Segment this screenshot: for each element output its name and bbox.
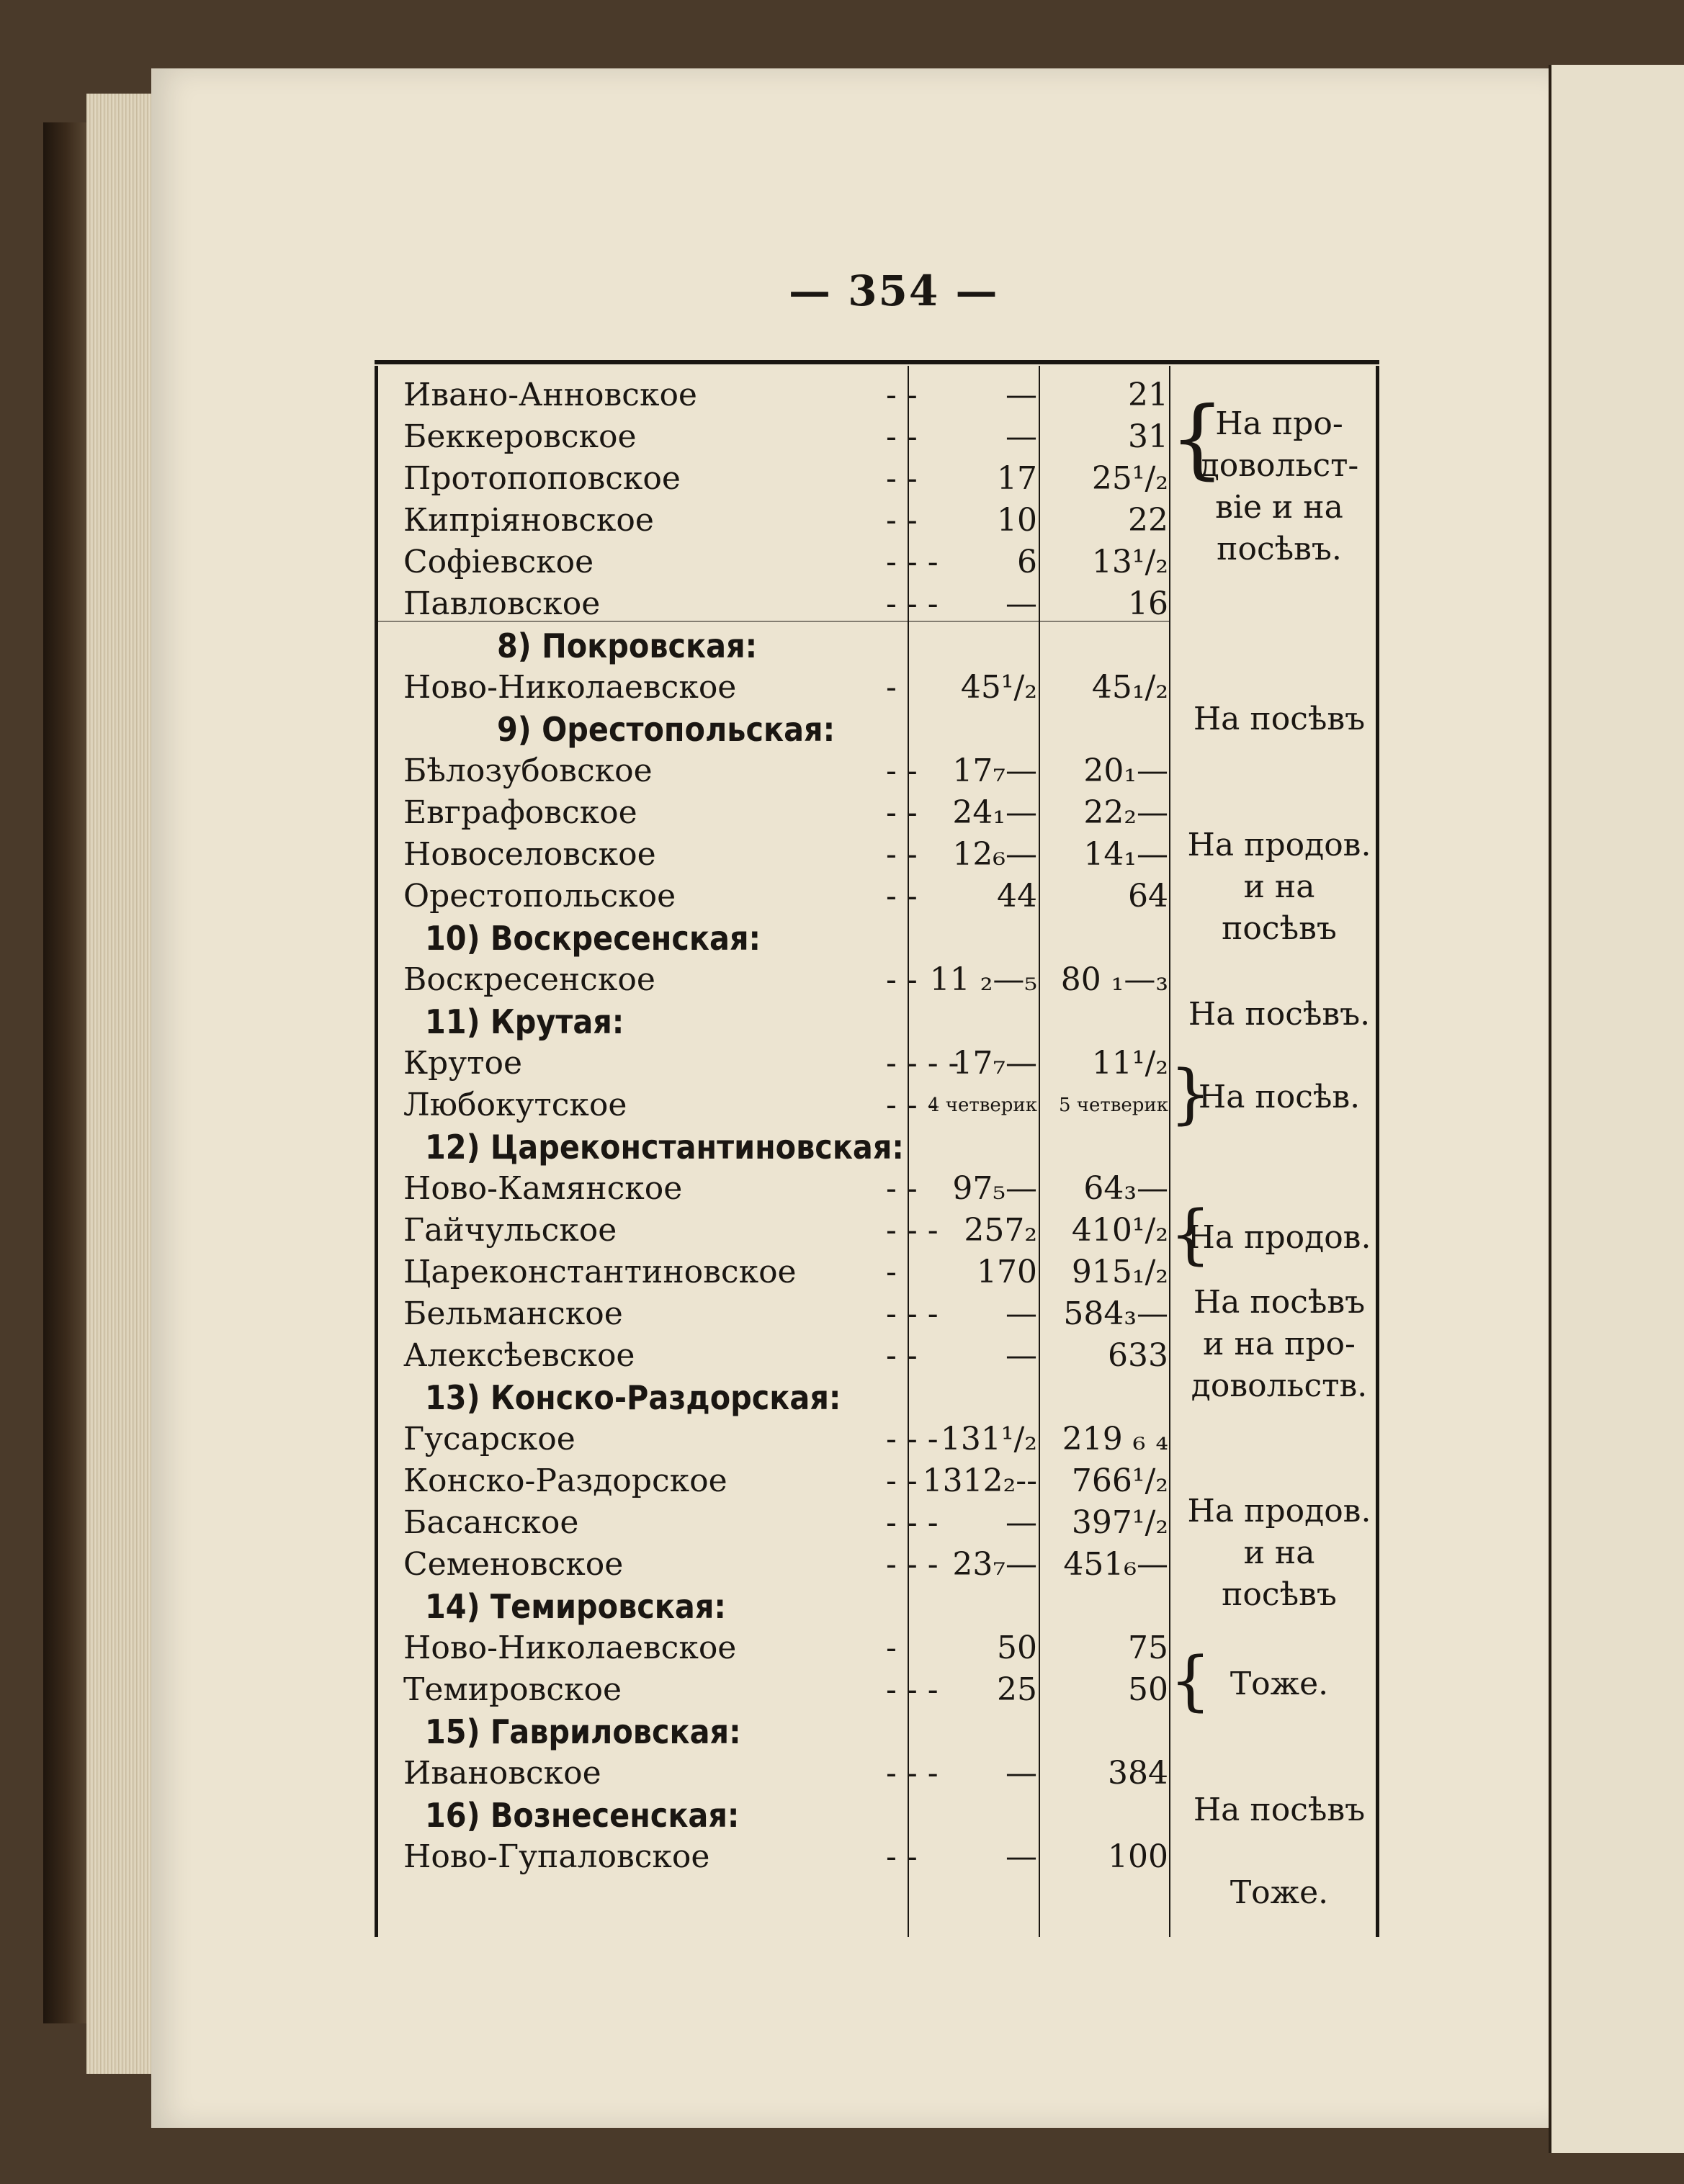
village-name: Ивано-Анновское bbox=[403, 377, 697, 413]
value-col-1: 23₇— bbox=[952, 1546, 1037, 1583]
note-8-line-2: и на посѣвъ bbox=[1222, 1534, 1337, 1613]
row-dashes: - - - bbox=[886, 1295, 939, 1332]
row-dashes: - - bbox=[886, 418, 918, 455]
note-3-line-2: и на посѣвъ bbox=[1222, 868, 1337, 947]
value-col-1: 4 четверик bbox=[927, 1095, 1037, 1116]
district-heading: 8) Покровская: bbox=[497, 626, 758, 665]
page-number: — 354 — bbox=[789, 266, 999, 315]
row-dashes: - - - bbox=[886, 585, 939, 622]
value-col-1: 11 ₂—₅ bbox=[929, 961, 1037, 998]
row-dashes: - bbox=[886, 669, 897, 706]
table-row bbox=[389, 1419, 1376, 1460]
row-dashes: - - bbox=[886, 1462, 918, 1499]
village-name: Кипріяновское bbox=[403, 502, 654, 539]
village-name: Евграфовское bbox=[403, 794, 637, 831]
village-name: Воскресенское bbox=[403, 961, 655, 998]
note-1-line-1: На про- bbox=[1215, 405, 1343, 442]
note-8-line-1: На продов. bbox=[1187, 1493, 1371, 1529]
value-col-2: 584₃— bbox=[1063, 1295, 1168, 1332]
village-name: Бѣлозубовское bbox=[403, 752, 653, 789]
ledger-table bbox=[375, 360, 1379, 1937]
value-col-2: 5 четверик bbox=[1058, 1095, 1168, 1116]
note-1-line-4: посѣвъ. bbox=[1217, 531, 1342, 567]
row-dashes: - - bbox=[886, 502, 918, 539]
district-heading: 16) Вознесенская: bbox=[425, 1796, 740, 1835]
village-name: Гайчульское bbox=[403, 1212, 617, 1249]
value-col-1: — bbox=[1006, 585, 1037, 622]
value-col-2: 21 bbox=[1128, 377, 1168, 413]
row-dashes: - - - bbox=[886, 544, 939, 580]
row-dashes: - - bbox=[886, 752, 918, 789]
row-dashes: - - bbox=[886, 1337, 918, 1374]
village-name: Софіевское bbox=[403, 544, 594, 580]
value-col-2: 75 bbox=[1128, 1630, 1168, 1666]
village-name: Конско-Раздорское bbox=[403, 1462, 727, 1499]
row-dashes: - - - - bbox=[886, 1045, 959, 1082]
village-name: Басанское bbox=[403, 1504, 579, 1541]
table-row bbox=[389, 750, 1376, 792]
note-7-line-3: довольств. bbox=[1191, 1367, 1368, 1404]
row-dashes: - - - bbox=[886, 1421, 939, 1457]
table-top-rule bbox=[375, 360, 1379, 364]
village-name: Ивановское bbox=[403, 1755, 601, 1792]
district-heading: 13) Конско-Раздорская: bbox=[425, 1378, 841, 1417]
table-right-border bbox=[1376, 366, 1379, 1937]
value-col-1: — bbox=[1006, 1504, 1037, 1541]
table-left-border bbox=[375, 366, 378, 1937]
village-name: Беккеровское bbox=[403, 418, 637, 455]
value-col-1: 17₇— bbox=[952, 1045, 1037, 1082]
village-name: Орестопольское bbox=[403, 878, 676, 915]
value-col-1: — bbox=[1006, 1755, 1037, 1792]
value-col-2: 384 bbox=[1108, 1755, 1168, 1792]
value-col-2: 45₁/₂ bbox=[1091, 669, 1168, 706]
value-col-2: 31 bbox=[1128, 418, 1168, 455]
value-col-2: 20₁— bbox=[1083, 752, 1168, 789]
village-name: Цареконстантиновское bbox=[403, 1254, 797, 1290]
village-name: Крутое bbox=[403, 1045, 522, 1082]
value-col-2: 80 ₁—₃ bbox=[1060, 961, 1168, 998]
value-col-2: 64 bbox=[1128, 878, 1168, 915]
village-name: Любокутское bbox=[403, 1087, 627, 1123]
value-col-2: 22 bbox=[1128, 502, 1168, 539]
note-1-line-3: віе и на bbox=[1215, 489, 1343, 526]
note-7-line-1: На посѣвъ bbox=[1193, 1284, 1366, 1321]
village-name: Павловское bbox=[403, 585, 601, 622]
value-col-1: 131¹/₂ bbox=[940, 1421, 1037, 1457]
row-dashes: - - bbox=[886, 460, 918, 497]
village-name: Гусарское bbox=[403, 1421, 575, 1457]
row-dashes: - - bbox=[886, 794, 918, 831]
row-dashes: - - - bbox=[886, 1755, 939, 1792]
table-row bbox=[389, 1168, 1376, 1210]
table-row bbox=[389, 583, 1376, 625]
value-col-1: 25 bbox=[997, 1671, 1037, 1708]
note-3 bbox=[1185, 824, 1374, 950]
row-dashes: - - - bbox=[886, 1212, 939, 1249]
value-col-2: 219 ₆ ₄ bbox=[1062, 1421, 1168, 1457]
value-col-2: 50 bbox=[1128, 1671, 1168, 1708]
row-dashes: - - bbox=[886, 1170, 918, 1207]
brace-6: { bbox=[1170, 1197, 1212, 1272]
value-col-1: 170 bbox=[977, 1254, 1037, 1290]
village-name: Алексѣевское bbox=[403, 1337, 635, 1374]
note-8 bbox=[1185, 1491, 1374, 1616]
village-name: Ново-Камянское bbox=[403, 1170, 683, 1207]
village-name: Темировское bbox=[403, 1671, 622, 1708]
row-dashes: - - bbox=[886, 377, 918, 413]
district-heading: 15) Гавриловская: bbox=[425, 1712, 741, 1751]
note-2: На посѣвъ bbox=[1193, 701, 1366, 737]
value-col-2: 766¹/₂ bbox=[1071, 1462, 1168, 1499]
value-col-1: 10 bbox=[997, 502, 1037, 539]
value-col-2: 25¹/₂ bbox=[1091, 460, 1168, 497]
district-heading: 10) Воскресенская: bbox=[425, 919, 761, 958]
note-10: На посѣвъ bbox=[1193, 1792, 1366, 1828]
row-dashes: - bbox=[886, 1630, 897, 1666]
value-col-2: 410¹/₂ bbox=[1071, 1212, 1168, 1249]
row-dashes: - - bbox=[886, 1838, 918, 1875]
row-dashes: - - bbox=[886, 878, 918, 915]
village-name: Семеновское bbox=[403, 1546, 624, 1583]
row-dashes: - - - bbox=[886, 1546, 939, 1583]
value-col-1: 257₂ bbox=[964, 1212, 1037, 1249]
row-dashes: - - bbox=[886, 836, 918, 873]
value-col-2: 633 bbox=[1108, 1337, 1168, 1374]
village-name: Бельманское bbox=[403, 1295, 623, 1332]
district-heading: 12) Цареконстантиновская: bbox=[425, 1128, 904, 1167]
note-11: Тоже. bbox=[1230, 1874, 1329, 1911]
value-col-2: 14₁— bbox=[1083, 836, 1168, 873]
row-dashes: - - - bbox=[886, 1504, 939, 1541]
value-col-1: — bbox=[1006, 1838, 1037, 1875]
village-name: Протопоповское bbox=[403, 460, 681, 497]
value-col-2: 22₂— bbox=[1083, 794, 1168, 831]
value-col-1: 50 bbox=[997, 1630, 1037, 1666]
value-col-2: 100 bbox=[1108, 1838, 1168, 1875]
value-col-2: 915₁/₂ bbox=[1071, 1254, 1168, 1290]
value-col-1: 97₅— bbox=[952, 1170, 1037, 1207]
village-name: Ново-Николаевское bbox=[403, 669, 737, 706]
value-col-2: 397¹/₂ bbox=[1071, 1504, 1168, 1541]
row-dashes: - bbox=[886, 1254, 897, 1290]
value-col-1: 17₇— bbox=[952, 752, 1037, 789]
note-9: Тоже. bbox=[1230, 1666, 1329, 1702]
brace-5: } bbox=[1170, 1056, 1212, 1132]
value-col-2: 451₆— bbox=[1063, 1546, 1168, 1583]
table-row bbox=[389, 1753, 1376, 1794]
value-col-1: 45¹/₂ bbox=[960, 669, 1037, 706]
value-col-1: — bbox=[1006, 1337, 1037, 1374]
brace-9: { bbox=[1170, 1643, 1212, 1719]
value-col-1: — bbox=[1006, 377, 1037, 413]
district-heading: 9) Орестопольская: bbox=[497, 710, 836, 749]
value-col-1: 6 bbox=[1017, 544, 1037, 580]
value-col-1: — bbox=[1006, 418, 1037, 455]
village-name: Ново-Николаевское bbox=[403, 1630, 737, 1666]
note-3-line-1: На продов. bbox=[1187, 827, 1371, 863]
value-col-2: 11¹/₂ bbox=[1091, 1045, 1168, 1082]
value-col-1: 17 bbox=[997, 460, 1037, 497]
note-1-line-2: довольст- bbox=[1199, 447, 1359, 484]
row-dashes: - - - bbox=[886, 1087, 939, 1123]
value-col-2: 16 bbox=[1128, 585, 1168, 622]
brace-1: { bbox=[1170, 389, 1225, 489]
value-col-1: 1312₂-- bbox=[922, 1462, 1037, 1499]
note-6: На продов. bbox=[1187, 1219, 1371, 1256]
note-1 bbox=[1185, 403, 1374, 570]
value-col-2: 13¹/₂ bbox=[1091, 544, 1168, 580]
district-heading: 11) Крутая: bbox=[425, 1002, 624, 1041]
note-4: На посѣвъ. bbox=[1188, 996, 1371, 1033]
district-heading: 14) Темировская: bbox=[425, 1587, 726, 1626]
value-col-2: 64₃— bbox=[1083, 1170, 1168, 1207]
note-7 bbox=[1185, 1282, 1374, 1407]
note-7-line-2: и на про- bbox=[1203, 1326, 1356, 1362]
value-col-1: 12₆— bbox=[952, 836, 1037, 873]
village-name: Новоселовское bbox=[403, 836, 656, 873]
value-col-1: 24₁— bbox=[952, 794, 1037, 831]
row-dashes: - - - bbox=[886, 1671, 939, 1708]
row-dashes: - - bbox=[886, 961, 918, 998]
value-col-1: — bbox=[1006, 1295, 1037, 1332]
facing-page bbox=[1549, 65, 1684, 2153]
note-5: На посѣв. bbox=[1198, 1079, 1361, 1115]
value-col-1: 44 bbox=[997, 878, 1037, 915]
village-name: Ново-Гупаловское bbox=[403, 1838, 710, 1875]
